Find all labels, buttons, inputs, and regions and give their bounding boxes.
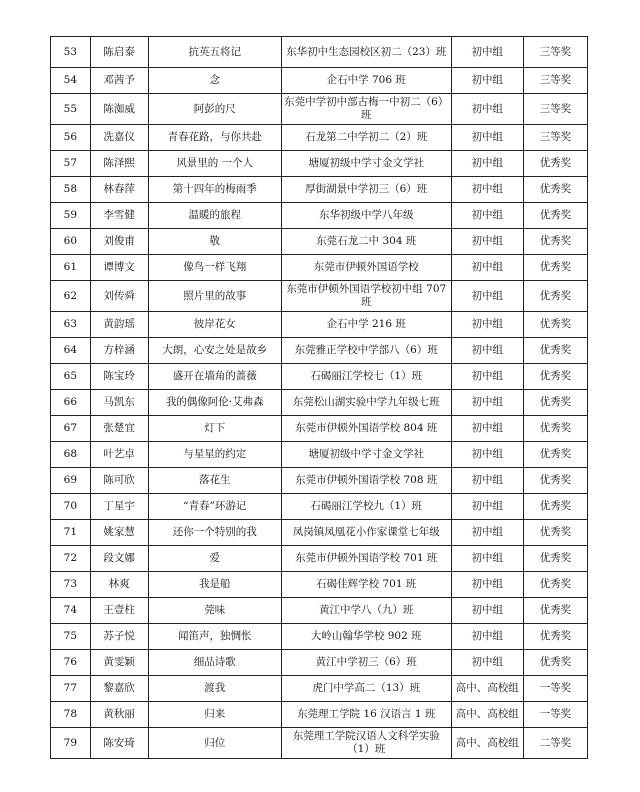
award-level: 优秀奖 [523,442,587,468]
award-group: 初中组 [451,203,523,229]
student-name: 马凯东 [90,390,148,416]
award-group: 高中、高校组 [451,702,523,728]
work-title: 归位 [148,728,281,759]
award-group: 初中组 [451,416,523,442]
table-row [51,364,588,390]
award-group: 初中组 [451,255,523,281]
table-row [51,390,588,416]
award-group: 初中组 [451,94,523,125]
award-level: 一等奖 [523,676,587,702]
student-name: 陈宝玲 [90,364,148,390]
school-class: 东莞松山湖实验中学九年级七班 [281,390,451,416]
school-class: 东莞理工学院汉语人文科学实验（1）班 [281,728,451,759]
award-group: 初中组 [451,468,523,494]
award-group: 初中组 [451,442,523,468]
row-number: 72 [51,546,91,572]
row-number: 77 [51,676,91,702]
award-group: 初中组 [451,624,523,650]
table-row [51,598,588,624]
table-row [51,94,588,125]
school-class: 东莞市伊顿外国语学校 804 班 [281,416,451,442]
award-group: 初中组 [451,520,523,546]
award-level: 优秀奖 [523,572,587,598]
table-row [51,125,588,151]
student-name: 张楚宜 [90,416,148,442]
table-row [51,255,588,281]
award-level: 三等奖 [523,125,587,151]
student-name: 苏子悦 [90,624,148,650]
row-number: 56 [51,125,91,151]
school-class: 凤岗镇凤凰花小作家课堂七年级 [281,520,451,546]
table-row [51,468,588,494]
award-level: 优秀奖 [523,229,587,255]
school-class: 大岭山翰华学校 902 班 [281,624,451,650]
school-class: 东莞市伊顿外国语学校 701 班 [281,546,451,572]
row-number: 53 [51,37,91,68]
student-name: 陈泽熙 [90,151,148,177]
row-number: 69 [51,468,91,494]
award-level: 优秀奖 [523,468,587,494]
student-name: 丁星宇 [90,494,148,520]
work-title: 念 [148,68,281,94]
row-number: 67 [51,416,91,442]
school-class: 东华初级中学八年级 [281,203,451,229]
award-level: 优秀奖 [523,546,587,572]
work-title: “青春”环游记 [148,494,281,520]
award-level: 优秀奖 [523,598,587,624]
student-name: 陈启泰 [90,37,148,68]
award-group: 初中组 [451,151,523,177]
award-level: 三等奖 [523,94,587,125]
table-row [51,68,588,94]
row-number: 78 [51,702,91,728]
work-title: 大朗，心安之处是故乡 [148,338,281,364]
row-number: 59 [51,203,91,229]
award-level: 优秀奖 [523,281,587,312]
student-name: 冼嘉仪 [90,125,148,151]
school-class: 东莞石龙二中 304 班 [281,229,451,255]
award-level: 优秀奖 [523,151,587,177]
work-title: 落花生 [148,468,281,494]
award-group: 初中组 [451,546,523,572]
row-number: 66 [51,390,91,416]
row-number: 58 [51,177,91,203]
table-row [51,442,588,468]
student-name: 陈安琦 [90,728,148,759]
school-class: 黄江中学初三（6）班 [281,650,451,676]
school-class: 石碣丽江学校九（1）班 [281,494,451,520]
award-group: 初中组 [451,177,523,203]
awards-table-body [51,37,588,759]
table-row [51,229,588,255]
work-title: 青春花路，与你共赴 [148,125,281,151]
table-row [51,494,588,520]
student-name: 黄雯颖 [90,650,148,676]
row-number: 57 [51,151,91,177]
school-class: 虎门中学高二（13）班 [281,676,451,702]
school-class: 东莞中学初中部古梅一中初二（6）班 [281,94,451,125]
row-number: 75 [51,624,91,650]
table-row [51,312,588,338]
table-row [51,572,588,598]
award-group: 初中组 [451,364,523,390]
table-row [51,37,588,68]
award-level: 优秀奖 [523,416,587,442]
student-name: 方梓涵 [90,338,148,364]
table-row [51,177,588,203]
student-name: 黎嘉欣 [90,676,148,702]
award-level: 优秀奖 [523,255,587,281]
school-class: 厚街湖景中学初三（6）班 [281,177,451,203]
award-level: 优秀奖 [523,177,587,203]
work-title: 像鸟一样飞翔 [148,255,281,281]
work-title: 敬 [148,229,281,255]
award-level: 一等奖 [523,702,587,728]
award-group: 初中组 [451,572,523,598]
row-number: 65 [51,364,91,390]
table-row [51,546,588,572]
row-number: 74 [51,598,91,624]
row-number: 73 [51,572,91,598]
work-title: 照片里的故事 [148,281,281,312]
work-title: 渡我 [148,676,281,702]
student-name: 黄韵瑶 [90,312,148,338]
student-name: 姚家慧 [90,520,148,546]
school-class: 东莞理工学院 16 汉语言 1 班 [281,702,451,728]
work-title: 风景里的 一个人 [148,151,281,177]
award-level: 优秀奖 [523,494,587,520]
work-title: 我是船 [148,572,281,598]
award-group: 初中组 [451,494,523,520]
award-group: 初中组 [451,598,523,624]
student-name: 刘传舜 [90,281,148,312]
school-class: 东莞市伊顿外国语学校 708 班 [281,468,451,494]
school-class: 东莞雅正学校中学部八（6）班 [281,338,451,364]
school-class: 企石中学 706 班 [281,68,451,94]
work-title: 闻笛声，独惆怅 [148,624,281,650]
award-level: 优秀奖 [523,624,587,650]
work-title: 与星星的约定 [148,442,281,468]
table-row [51,676,588,702]
award-group: 初中组 [451,338,523,364]
award-group: 初中组 [451,37,523,68]
award-group: 初中组 [451,281,523,312]
student-name: 陈洳威 [90,94,148,125]
student-name: 林爽 [90,572,148,598]
student-name: 李雪健 [90,203,148,229]
school-class: 石碣丽江学校七（1）班 [281,364,451,390]
table-row [51,624,588,650]
work-title: 还你一个特别的我 [148,520,281,546]
row-number: 55 [51,94,91,125]
student-name: 刘俊甫 [90,229,148,255]
award-group: 初中组 [451,68,523,94]
work-title: 细品诗歌 [148,650,281,676]
row-number: 62 [51,281,91,312]
student-name: 王壹柱 [90,598,148,624]
work-title: 归来 [148,702,281,728]
school-class: 东华初中生态园校区初二（23）班 [281,37,451,68]
student-name: 谭博文 [90,255,148,281]
school-class: 塘厦初级中学寸金文学社 [281,151,451,177]
award-group: 初中组 [451,125,523,151]
award-level: 三等奖 [523,37,587,68]
row-number: 60 [51,229,91,255]
row-number: 68 [51,442,91,468]
award-level: 三等奖 [523,68,587,94]
table-row [51,338,588,364]
work-title: 抗英五将记 [148,37,281,68]
award-level: 优秀奖 [523,338,587,364]
award-group: 高中、高校组 [451,728,523,759]
student-name: 陈可欣 [90,468,148,494]
table-row [51,702,588,728]
table-row [51,151,588,177]
row-number: 63 [51,312,91,338]
work-title: 灯下 [148,416,281,442]
row-number: 76 [51,650,91,676]
table-row [51,650,588,676]
award-level: 优秀奖 [523,390,587,416]
award-level: 优秀奖 [523,650,587,676]
student-name: 邓茜予 [90,68,148,94]
award-group: 初中组 [451,229,523,255]
table-row [51,281,588,312]
school-class: 企石中学 216 班 [281,312,451,338]
work-title: 第十四年的梅雨季 [148,177,281,203]
award-group: 初中组 [451,390,523,416]
work-title: 莞味 [148,598,281,624]
work-title: 阿彭的尺 [148,94,281,125]
award-level: 优秀奖 [523,520,587,546]
school-class: 东莞市伊顿外国语学校 [281,255,451,281]
row-number: 54 [51,68,91,94]
student-name: 段文娜 [90,546,148,572]
school-class: 黄江中学八（九）班 [281,598,451,624]
row-number: 71 [51,520,91,546]
table-row [51,520,588,546]
award-level: 二等奖 [523,728,587,759]
student-name: 叶艺卓 [90,442,148,468]
work-title: 盛开在墙角的蔷薇 [148,364,281,390]
table-row [51,416,588,442]
school-class: 东莞市伊顿外国语学校初中组 707 班 [281,281,451,312]
work-title: 爱 [148,546,281,572]
award-level: 优秀奖 [523,364,587,390]
work-title: 彼岸花女 [148,312,281,338]
award-group: 高中、高校组 [451,676,523,702]
award-group: 初中组 [451,312,523,338]
awards-table [50,36,588,759]
row-number: 64 [51,338,91,364]
school-class: 塘厦初级中学寸金文学社 [281,442,451,468]
school-class: 石碣佳辉学校 701 班 [281,572,451,598]
school-class: 石龙第二中学初二（2）班 [281,125,451,151]
student-name: 黄秋丽 [90,702,148,728]
work-title: 我的偶像阿伦·艾弗森 [148,390,281,416]
row-number: 70 [51,494,91,520]
award-level: 优秀奖 [523,203,587,229]
student-name: 林春萍 [90,177,148,203]
award-level: 优秀奖 [523,312,587,338]
row-number: 79 [51,728,91,759]
table-row [51,728,588,759]
work-title: 温暖的旅程 [148,203,281,229]
table-row [51,203,588,229]
award-group: 初中组 [451,650,523,676]
row-number: 61 [51,255,91,281]
